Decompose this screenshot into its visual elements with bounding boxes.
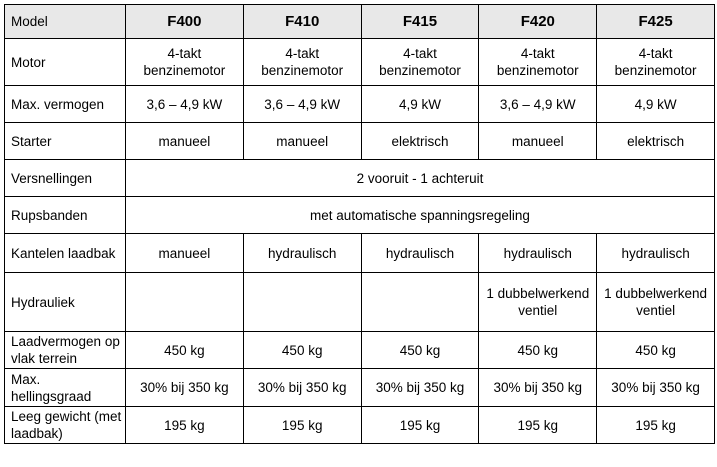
motor-cell: 4-takt benzinemotor: [361, 39, 479, 86]
table-row-tilt: [5, 234, 715, 273]
slope-cell: 30% bij 350 kg: [479, 369, 597, 407]
hydraulics-cell: [243, 273, 361, 332]
slope-cell: 30% bij 350 kg: [597, 369, 715, 407]
weight-cell: 195 kg: [479, 407, 597, 444]
model-header-f425: F425: [597, 5, 715, 39]
row-label-power: Max. vermogen: [5, 86, 126, 123]
power-cell: 3,6 – 4,9 kW: [479, 86, 597, 123]
model-header-f415: F415: [361, 5, 479, 39]
slope-cell: 30% bij 350 kg: [126, 369, 244, 407]
motor-cell: 4-takt benzinemotor: [126, 39, 244, 86]
starter-cell: manueel: [243, 123, 361, 160]
model-header-f410: F410: [243, 5, 361, 39]
row-label-slope: Max. hellingsgraad: [5, 369, 126, 407]
starter-cell: manueel: [126, 123, 244, 160]
table-row-power: [5, 86, 715, 123]
starter-cell: elektrisch: [361, 123, 479, 160]
table-row-load: [5, 332, 715, 369]
table-row-hydraulics: [5, 273, 715, 332]
tilt-cell: hydraulisch: [597, 234, 715, 273]
load-cell: 450 kg: [479, 332, 597, 369]
power-cell: 4,9 kW: [597, 86, 715, 123]
row-label-gears: Versnellingen: [5, 160, 126, 197]
table-row-gears: [5, 160, 715, 197]
hydraulics-cell: [126, 273, 244, 332]
load-cell: 450 kg: [126, 332, 244, 369]
weight-cell: 195 kg: [597, 407, 715, 444]
hydraulics-cell: 1 dubbelwerkend ventiel: [597, 273, 715, 332]
model-label: Model: [5, 5, 126, 39]
starter-cell: elektrisch: [597, 123, 715, 160]
row-label-motor: Motor: [5, 39, 126, 86]
gears-cell: 2 vooruit - 1 achteruit: [126, 160, 715, 197]
row-label-tilt: Kantelen laadbak: [5, 234, 126, 273]
row-label-hydraulics: Hydrauliek: [5, 273, 126, 332]
load-cell: 450 kg: [597, 332, 715, 369]
hydraulics-cell: [361, 273, 479, 332]
table-row-weight: [5, 407, 715, 444]
power-cell: 3,6 – 4,9 kW: [126, 86, 244, 123]
weight-cell: 195 kg: [126, 407, 244, 444]
slope-cell: 30% bij 350 kg: [361, 369, 479, 407]
motor-cell: 4-takt benzinemotor: [597, 39, 715, 86]
tilt-cell: hydraulisch: [243, 234, 361, 273]
model-header-f400: F400: [126, 5, 244, 39]
tilt-cell: hydraulisch: [479, 234, 597, 273]
table-row-tracks: [5, 197, 715, 234]
motor-cell: 4-takt benzinemotor: [243, 39, 361, 86]
starter-cell: manueel: [479, 123, 597, 160]
row-label-load: Laadvermogen op vlak terrein: [5, 332, 126, 369]
tilt-cell: manueel: [126, 234, 244, 273]
header-row: [5, 5, 715, 39]
hydraulics-cell: 1 dubbelwerkend ventiel: [479, 273, 597, 332]
power-cell: 4,9 kW: [361, 86, 479, 123]
power-cell: 3,6 – 4,9 kW: [243, 86, 361, 123]
spec-table: [4, 4, 715, 444]
weight-cell: 195 kg: [361, 407, 479, 444]
weight-cell: 195 kg: [243, 407, 361, 444]
row-label-starter: Starter: [5, 123, 126, 160]
row-label-tracks: Rupsbanden: [5, 197, 126, 234]
table-row-motor: [5, 39, 715, 86]
load-cell: 450 kg: [243, 332, 361, 369]
table-row-starter: [5, 123, 715, 160]
motor-cell: 4-takt benzinemotor: [479, 39, 597, 86]
slope-cell: 30% bij 350 kg: [243, 369, 361, 407]
model-header-f420: F420: [479, 5, 597, 39]
row-label-weight: Leeg gewicht (met laadbak): [5, 407, 126, 444]
table-row-slope: [5, 369, 715, 407]
tracks-cell: met automatische spanningsregeling: [126, 197, 715, 234]
load-cell: 450 kg: [361, 332, 479, 369]
tilt-cell: hydraulisch: [361, 234, 479, 273]
